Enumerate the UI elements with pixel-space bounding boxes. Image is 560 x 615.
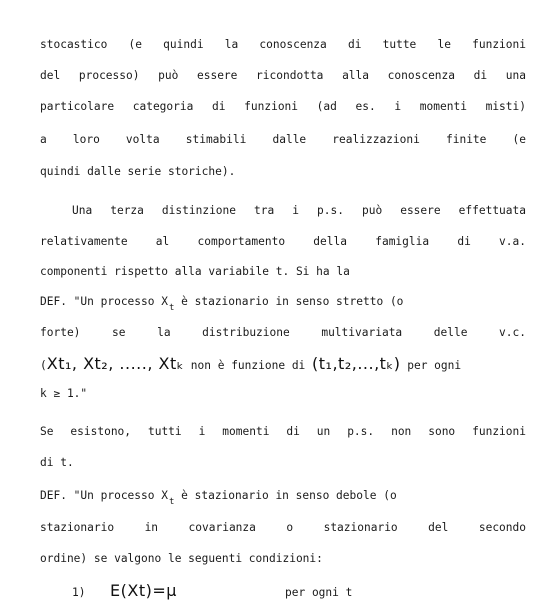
def-text: DEF. "Un processo X xyxy=(40,295,168,308)
definition-weak-line-3: ordine) se valgono le seguenti condizioni: xyxy=(40,552,323,565)
def-text: è stazionario in senso stretto (o xyxy=(174,295,404,308)
paragraph-first-line: Una terza distinzione tra i p.s. può essere effettuata xyxy=(72,204,526,217)
handwritten-times: (t₁,t₂,...,tₖ) xyxy=(312,354,401,373)
text-line: relativamente al comportamento della famiglia di v.a. xyxy=(40,235,526,248)
text-line: stocastico (e quindi la conoscenza di tutte le funzioni xyxy=(40,38,526,51)
text-line: componenti rispetto alla variabile t. Si ha la xyxy=(40,265,350,278)
def-text: per ogni xyxy=(400,359,462,372)
subscript: t xyxy=(168,497,175,507)
subscript: t xyxy=(168,303,175,313)
definition-weak-line-1 xyxy=(40,487,526,505)
def-text: ( xyxy=(40,359,47,372)
text-line: quindi dalle serie storiche). xyxy=(40,165,236,178)
text-line: particolare categoria di funzioni (ad es. i momenti misti) xyxy=(40,100,526,113)
condition-number: 1) xyxy=(72,586,86,599)
definition-weak-line-2: stazionario in covarianza o stazionario del secondo xyxy=(40,521,526,534)
def-text: non è funzione di xyxy=(184,359,313,372)
condition-text: per ogni t xyxy=(285,586,353,599)
handwritten-variables: Xt₁, Xt₂, ....., Xtₖ xyxy=(46,354,185,373)
definition-strict-line-4: k ≥ 1." xyxy=(40,387,88,400)
def-text: è stazionario in senso debole (o xyxy=(174,489,397,502)
handwritten-expectation: E(Xt)=μ xyxy=(110,581,177,600)
remark-line-1: Se esistono, tutti i momenti di un p.s. non sono funzioni xyxy=(40,425,526,438)
condition-1 xyxy=(72,582,472,600)
remark-line-2: di t. xyxy=(40,456,74,469)
definition-strict-line-3 xyxy=(40,355,526,373)
def-text: DEF. "Un processo X xyxy=(40,489,168,502)
definition-strict-line-2: forte) se la distribuzione multivariata delle v.c. xyxy=(40,326,526,339)
text-line: del processo) può essere ricondotta alla conoscenza di una xyxy=(40,69,526,82)
text-line: a loro volta stimabili dalle realizzazioni finite (e xyxy=(40,133,526,146)
definition-strict-line-1 xyxy=(40,293,526,311)
